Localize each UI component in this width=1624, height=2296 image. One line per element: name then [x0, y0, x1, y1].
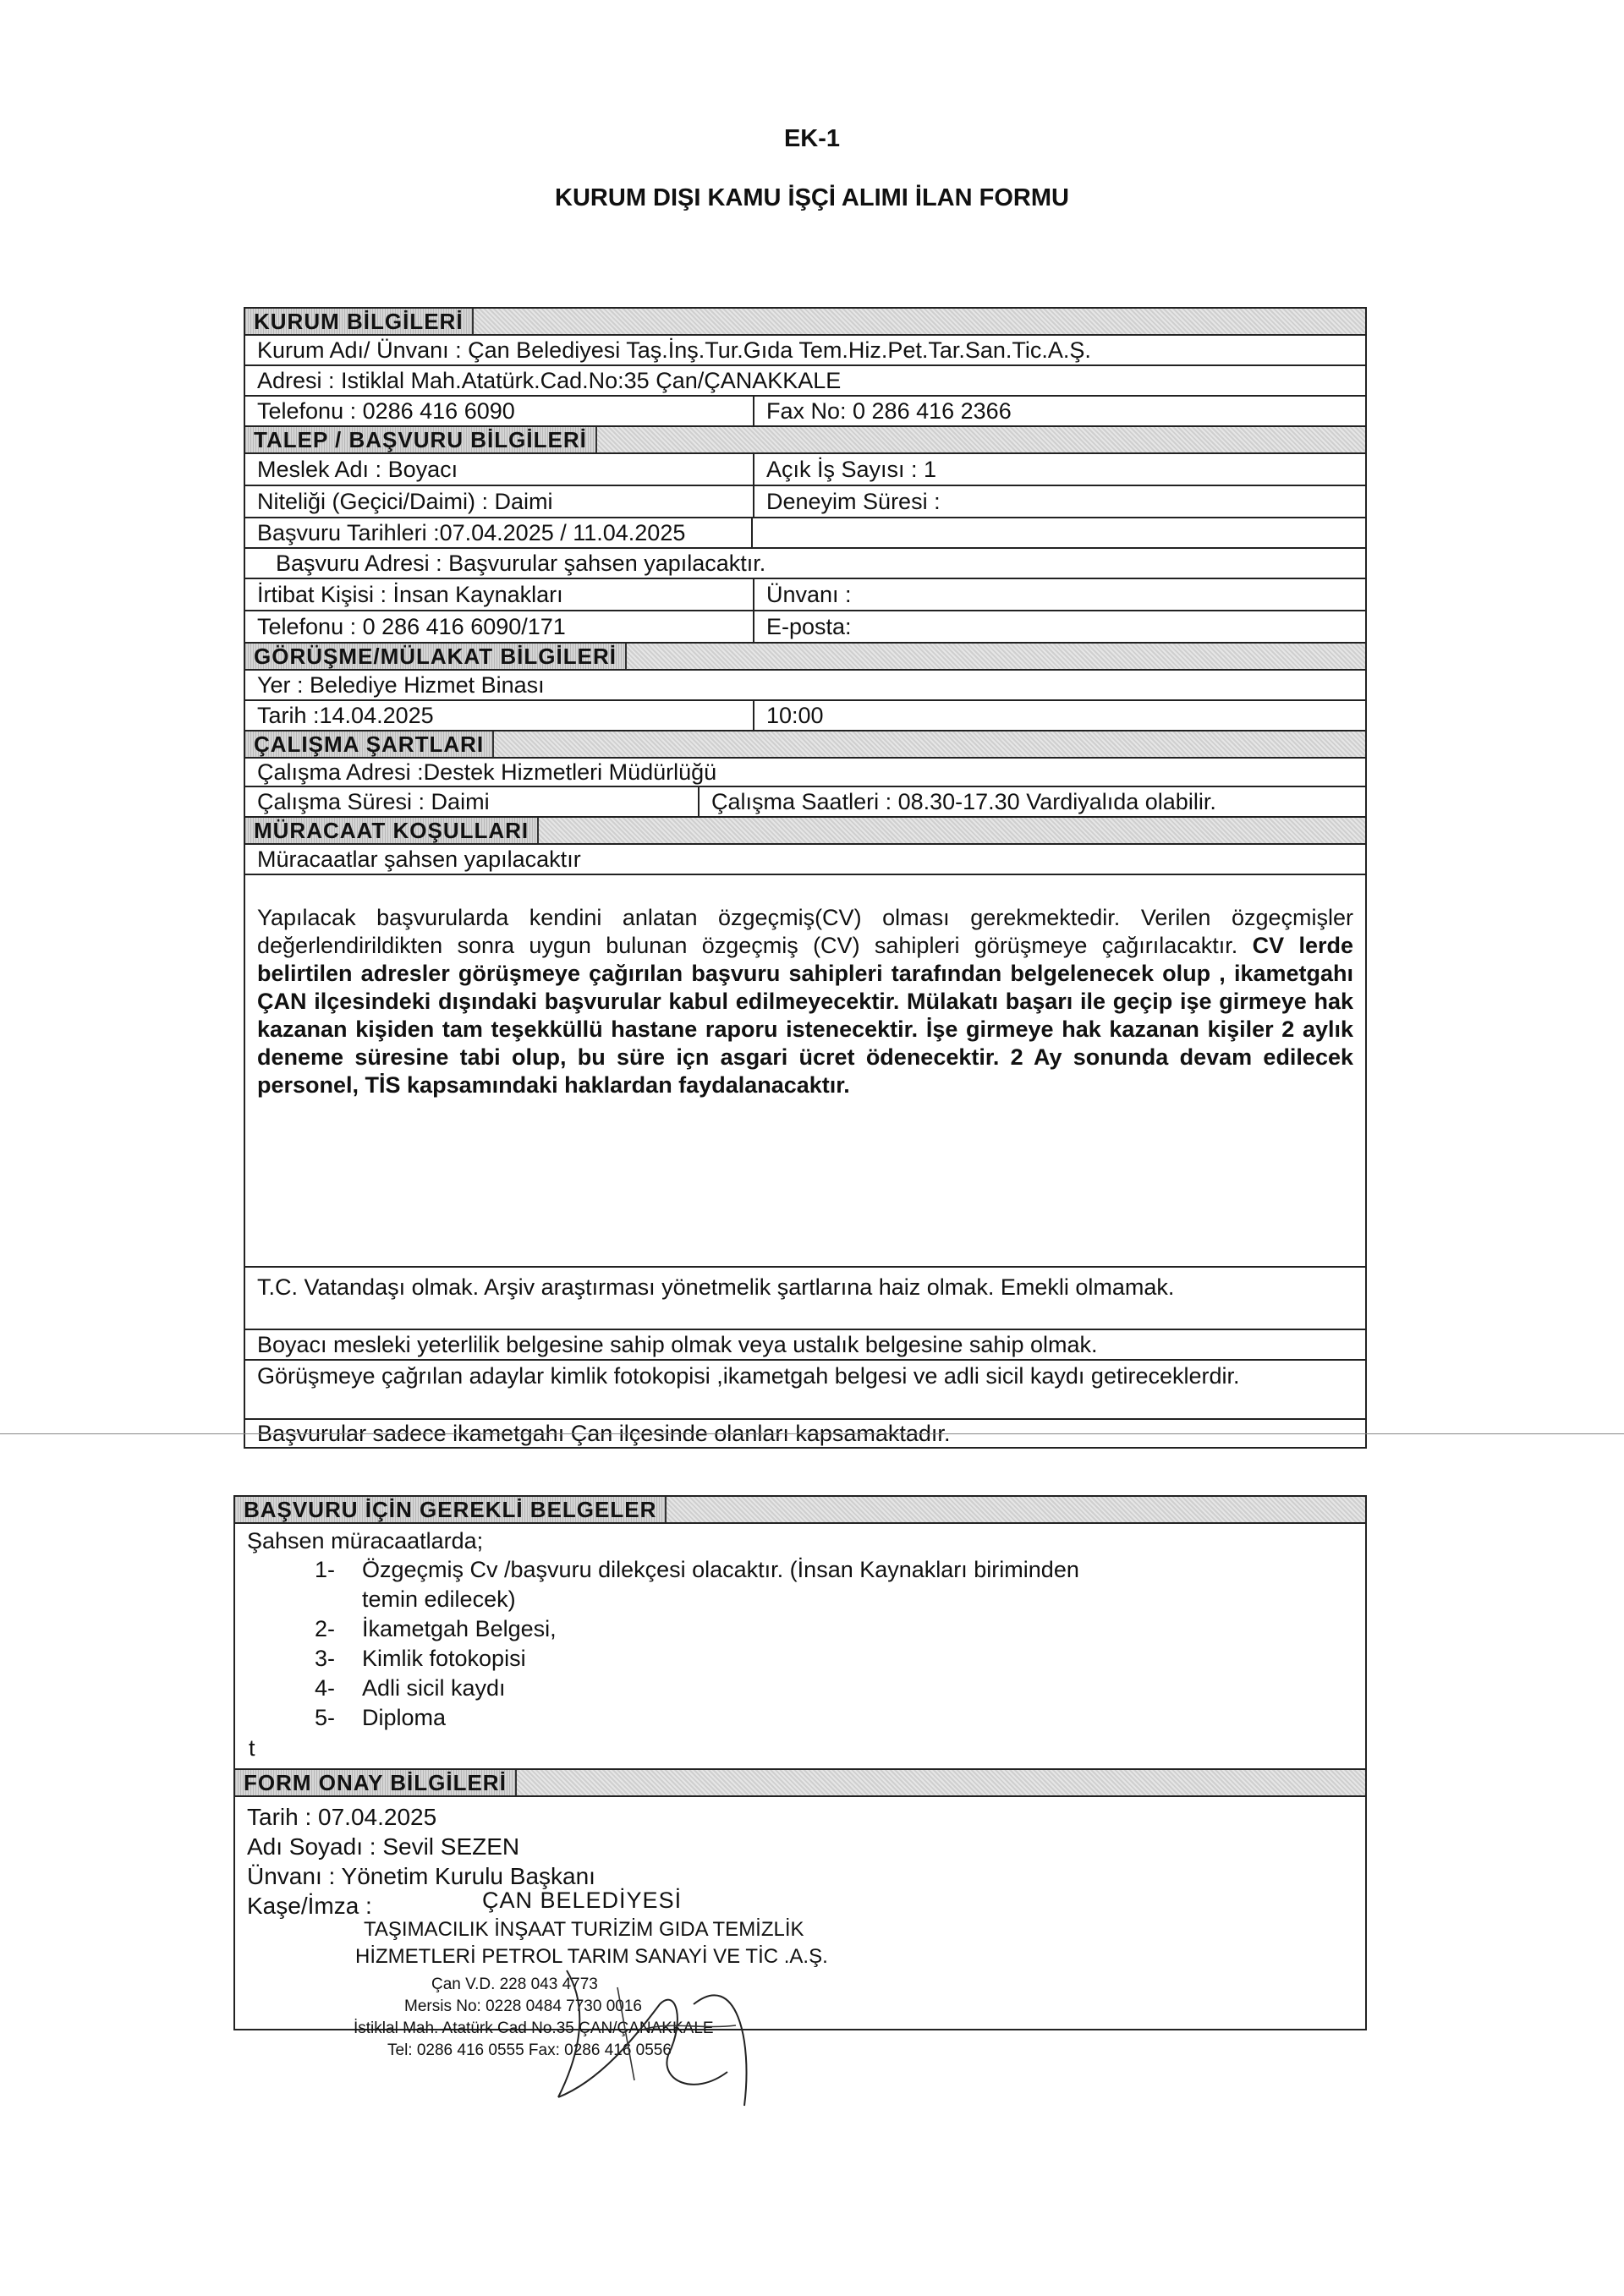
section-header-muracaat: MÜRACAAT KOŞULLARI — [245, 818, 1365, 845]
list-item: 1- Özgeçmiş Cv /başvuru dilekçesi olacaktır. (İnsan Kaynakları biriminden temin edilecek) — [315, 1557, 1079, 1612]
row-occupation — [245, 454, 1365, 486]
list-item: 5- Diploma — [315, 1705, 447, 1730]
job-nature: Niteliği (Geçici/Daimi) : Daimi — [257, 488, 553, 514]
stamp-line-3: HİZMETLERİ PETROL TARIM SANAYİ VE TİC .A.Ş. — [355, 1945, 828, 1968]
stamp-line-6: İstiklal Mah. Atatürk Cad No.35 ÇAN/ÇANAKKALE — [354, 2019, 714, 2037]
institution-name: Kurum Adı/ Ünvanı : Çan Belediyesi Taş.İnş.Tur.Gıda Tem.Hiz.Pet.Tar.San.Tic.A.Ş. — [257, 337, 1091, 363]
list-item: 3- Kimlik fotokopisi — [315, 1646, 526, 1671]
interview-time: 10:00 — [753, 701, 1365, 730]
handwritten-signature — [541, 1937, 778, 2123]
row-citizenship — [245, 1268, 1365, 1330]
approver-name: Adı Soyadı : Sevil SEZEN — [247, 1833, 520, 1860]
row-work-address — [245, 759, 1365, 787]
row-contact — [245, 579, 1365, 611]
work-address: Çalışma Adresi :Destek Hizmetleri Müdürlüğü — [257, 759, 717, 785]
work-hours: Çalışma Saatleri : 08.30-17.30 Vardiyalıda olabilir. — [698, 787, 1365, 816]
row-dates — [245, 518, 1365, 549]
annex-label: EK-1 — [783, 125, 841, 152]
list-item: 4- Adli sicil kaydı — [315, 1675, 506, 1701]
row-contact-phone — [245, 611, 1365, 644]
documents-list — [315, 1555, 1365, 1733]
stamp-line-7: Tel: 0286 416 0555 Fax: 0286 416 0556 — [387, 2041, 672, 2059]
openings: Açık İş Sayısı : 1 — [753, 454, 1365, 485]
stamp-signature-label: Kaşe/İmza : — [247, 1893, 372, 1919]
form-title: KURUM DIŞI KAMU İŞÇİ ALIMI İLAN FORMU — [555, 184, 1069, 211]
residence-requirement: Başvurular sadece ikametgahı Çan ilçesinde olanları kapsamaktadır. — [257, 1420, 951, 1446]
conditions-text-bold: CV lerde belirtilen adresler görüşmeye çağırılan başvuru sahipleri tarafından belgelenecek olup , ikametgahı ÇAN ilçesindeki dışındaki başvurular kabul edilmeyecektir. Mülakatı başarı ile geçip işe girmeye hak kazanan kişiden tam teşekküllü hastane raporu istenecektir. İşe girmeye hak kazanan kişiler 2 aylık deneme süresine tabi olup, bu süre içn asgari ücret ödenecektir. 2 Ay sonunda devam edilecek personel, TİS kapsamındaki haklardan faydalanacaktır. — [257, 933, 1353, 1098]
section-header-calisma: ÇALIŞMA ŞARTLARI — [245, 732, 1365, 759]
interview-place: Yer : Belediye Hizmet Binası — [257, 671, 545, 698]
row-conditions-paragraph — [245, 875, 1365, 1268]
stamp-line-1: ÇAN BELEDİYESİ — [482, 1888, 683, 1913]
row-phone-fax — [245, 397, 1365, 427]
row-institution-name — [245, 336, 1365, 366]
row-work-duration — [245, 787, 1365, 818]
horizontal-rule — [0, 1433, 1624, 1434]
apply-in-person: Müracaatlar şahsen yapılacaktır — [257, 846, 581, 872]
section-header-talep: TALEP / BAŞVURU BİLGİLERİ — [245, 427, 1365, 454]
contact-title: Ünvanı : — [753, 579, 1365, 610]
contact-person: İrtibat Kişisi : İnsan Kaynakları — [257, 581, 563, 607]
stamp-line-5: Mersis No: 0228 0484 7730 0016 — [404, 1997, 642, 2015]
row-apply-address — [245, 549, 1365, 579]
contact-email: E-posta: — [753, 611, 1365, 642]
stamp-line-2: TAŞIMACILIK İNŞAAT TURİZİM GIDA TEMİZLİK — [364, 1918, 804, 1941]
row-required-documents — [235, 1524, 1365, 1770]
contact-phone: Telefonu : 0 286 416 6090/171 — [257, 613, 566, 639]
section-header-onay: FORM ONAY BİLGİLERİ — [235, 1770, 1365, 1797]
row-certificate — [245, 1330, 1365, 1361]
application-dates: Başvuru Tarihleri :07.04.2025 / 11.04.2025 — [245, 518, 753, 547]
approver-title: Ünvanı : Yönetim Kurulu Başkanı — [247, 1863, 595, 1889]
stamp-line-4: Çan V.D. 228 043 4773 — [431, 1975, 598, 1993]
section-header-belgeler: BAŞVURU İÇİN GEREKLİ BELGELER — [235, 1497, 1365, 1524]
institution-address: Adresi : Istiklal Mah.Atatürk.Cad.No:35 Çan/ÇANAKKALE — [257, 367, 842, 393]
section-header-gorusme: GÖRÜŞME/MÜLAKAT BİLGİLERİ — [245, 644, 1365, 671]
institution-fax: Fax No: 0 286 416 2366 — [753, 397, 1365, 425]
documents-intro: Şahsen müracaatlarda; — [247, 1528, 484, 1553]
row-nature — [245, 486, 1365, 518]
section-header-kurum: KURUM BİLGİLERİ — [245, 309, 1365, 336]
row-interview-date — [245, 701, 1365, 732]
row-apply-in-person — [245, 845, 1365, 875]
certificate-requirement: Boyacı mesleki yeterlilik belgesine sahip olmak veya ustalık belgesine sahip olmak. — [257, 1331, 1098, 1357]
occupation: Meslek Adı : Boyacı — [257, 456, 458, 482]
stray-mark: t — [249, 1735, 255, 1761]
approval-date: Tarih : 07.04.2025 — [247, 1804, 437, 1830]
application-address: Başvuru Adresi : Başvurular şahsen yapılacaktır. — [276, 550, 766, 576]
form-table-main — [244, 307, 1367, 1449]
row-interview-place — [245, 671, 1365, 701]
row-address — [245, 366, 1365, 397]
row-documents-note — [245, 1361, 1365, 1420]
interview-date: Tarih :14.04.2025 — [257, 702, 434, 728]
documents-note: Görüşmeye çağrılan adaylar kimlik fotokopisi ,ikametgah belgesi ve adli sicil kaydı getireceklerdir. — [257, 1363, 1240, 1389]
list-item: 2- İkametgah Belgesi, — [315, 1616, 557, 1641]
trial-period: Deneyim Süresi : — [753, 486, 1365, 517]
institution-phone: Telefonu : 0286 416 6090 — [257, 397, 515, 424]
conditions-paragraph — [245, 875, 1365, 1099]
work-duration: Çalışma Süresi : Daimi — [257, 788, 490, 814]
conditions-text-normal: Yapılacak başvurularda kendini anlatan özgeçmiş(CV) olması gerekmektedir. Verilen özgeçmişler değerlendirildikten sonra uygun bulunan özgeçmiş (CV) sahipleri görüşmeye çağırılacaktır. — [257, 905, 1353, 958]
citizenship-requirement: T.C. Vatandaşı olmak. Arşiv araştırması yönetmelik şartlarına haiz olmak. Emekli olmamak. — [257, 1274, 1175, 1300]
